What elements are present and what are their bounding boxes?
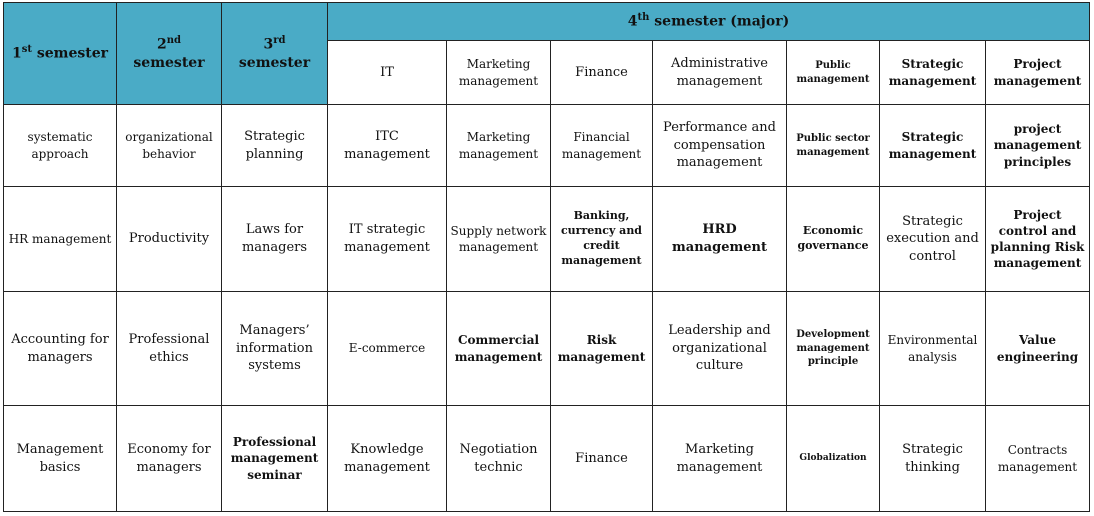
major-public-management: Public management [787, 41, 880, 105]
table-row [4, 292, 1090, 406]
course-cell: Strategic planning [222, 105, 328, 187]
header-semester-4-major: 4th semester (major) [328, 3, 1090, 41]
course-cell: Supply network management [447, 187, 551, 292]
course-cell: Development management principle [787, 292, 880, 406]
course-cell: Public sector management [787, 105, 880, 187]
course-cell: Laws for managers [222, 187, 328, 292]
major-finance: Finance [551, 41, 653, 105]
major-project-management: Project management [986, 41, 1090, 105]
table-row [4, 187, 1090, 292]
major-administrative-management: Administrative management [653, 41, 787, 105]
course-cell: Professional ethics [117, 292, 222, 406]
course-cell: Contracts management [986, 406, 1090, 512]
course-cell: Knowledge management [328, 406, 447, 512]
course-cell: Negotiation technic [447, 406, 551, 512]
header-semester-1: 1st semester [4, 3, 117, 105]
course-cell: Globalization [787, 406, 880, 512]
course-cell: Professional management seminar [222, 406, 328, 512]
major-it: IT [328, 41, 447, 105]
header-semester-2: 2nd semester [117, 3, 222, 105]
course-cell: Marketing management [653, 406, 787, 512]
course-cell: Value engineering [986, 292, 1090, 406]
course-cell: organizational behavior [117, 105, 222, 187]
course-cell: Strategic management [880, 105, 986, 187]
course-cell: HR management [4, 187, 117, 292]
course-cell: systematic approach [4, 105, 117, 187]
course-cell: Leadership and organizational culture [653, 292, 787, 406]
course-cell: Strategic thinking [880, 406, 986, 512]
course-cell: Productivity [117, 187, 222, 292]
course-cell: Economy for managers [117, 406, 222, 512]
table-row [4, 406, 1090, 512]
course-cell: Management basics [4, 406, 117, 512]
course-cell: Marketing management [447, 105, 551, 187]
course-cell: Banking, currency and credit management [551, 187, 653, 292]
course-cell: Risk management [551, 292, 653, 406]
course-cell: Strategic execution and control [880, 187, 986, 292]
course-cell: Accounting for managers [4, 292, 117, 406]
course-cell: HRD management [653, 187, 787, 292]
course-cell: Finance [551, 406, 653, 512]
course-cell: Performance and compensation management [653, 105, 787, 187]
course-cell: Managers’ information systems [222, 292, 328, 406]
major-strategic-management: Strategic management [880, 41, 986, 105]
course-cell: Project control and planning Risk management [986, 187, 1090, 292]
major-marketing-management: Marketing management [447, 41, 551, 105]
curriculum-table [3, 2, 1090, 512]
course-cell: E-commerce [328, 292, 447, 406]
course-cell: Commercial management [447, 292, 551, 406]
course-cell: ITC management [328, 105, 447, 187]
course-cell: Economic governance [787, 187, 880, 292]
course-cell: IT strategic management [328, 187, 447, 292]
table-row [4, 105, 1090, 187]
course-cell: project management principles [986, 105, 1090, 187]
course-cell: Environmental analysis [880, 292, 986, 406]
header-semester-3: 3rd semester [222, 3, 328, 105]
course-cell: Financial management [551, 105, 653, 187]
